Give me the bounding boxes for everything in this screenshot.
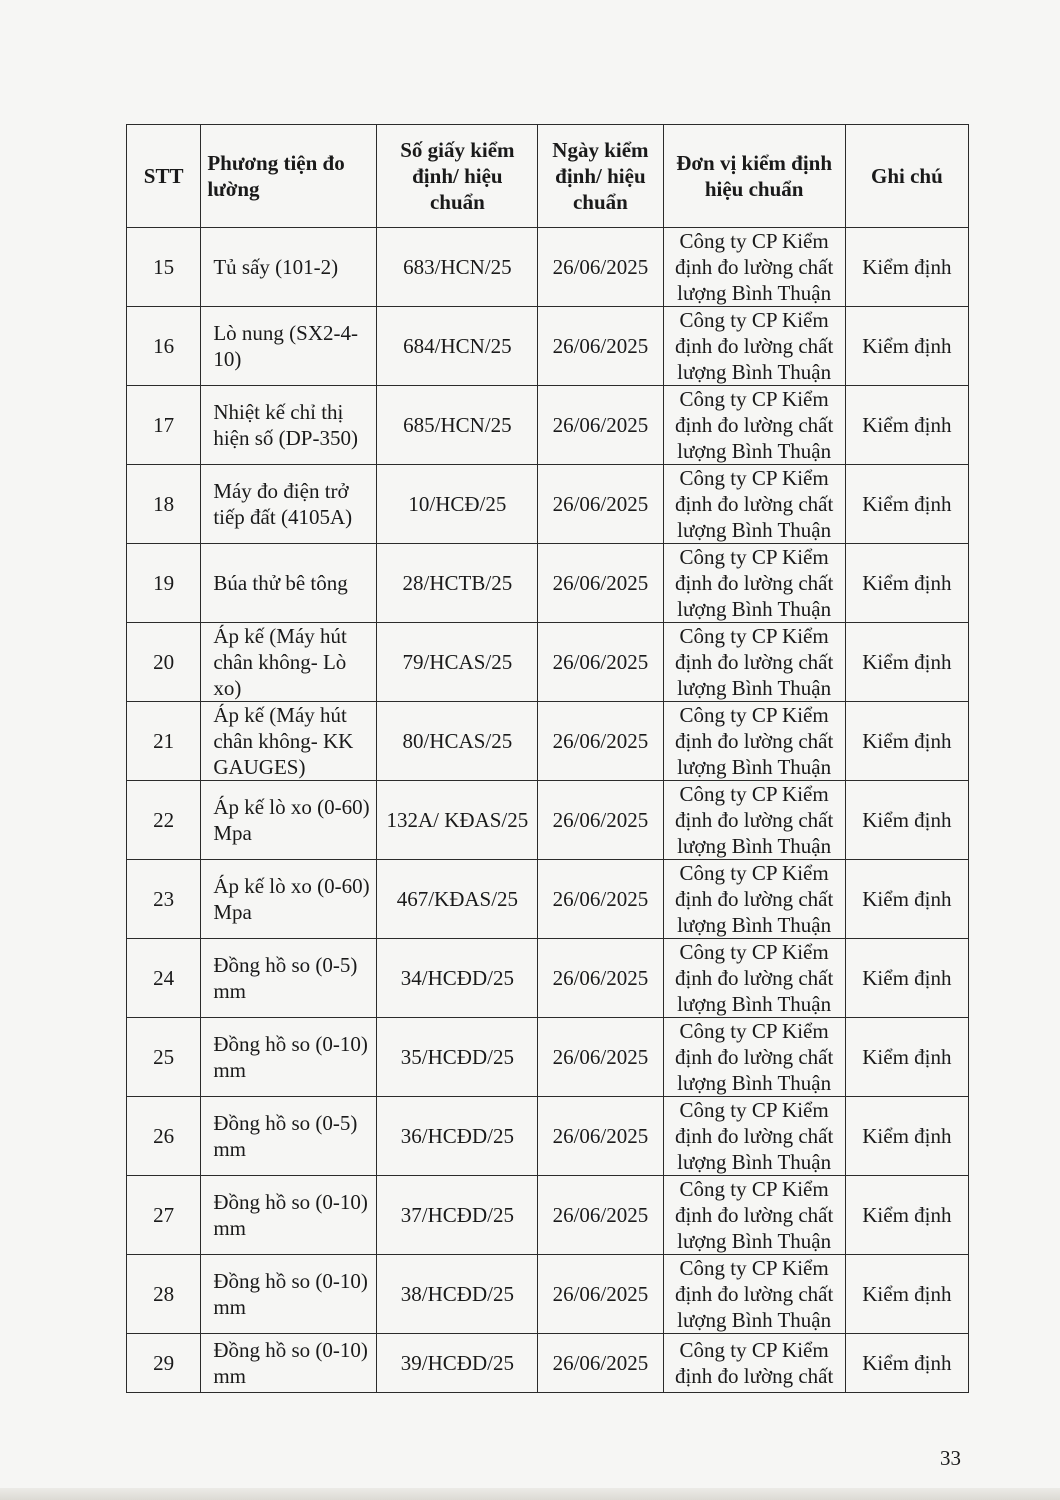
- cell-device: Đồng hồ so (0-10) mm: [201, 1176, 377, 1255]
- table-row: [127, 1018, 969, 1097]
- cell-org: Công ty CP Kiểm định đo lường chất lượng Bình Thuận: [663, 1097, 845, 1176]
- cell-org: Công ty CP Kiểm định đo lường chất lượng Bình Thuận: [663, 781, 845, 860]
- cell-date: 26/06/2025: [538, 1334, 663, 1393]
- cell-org: Công ty CP Kiểm định đo lường chất: [663, 1334, 845, 1393]
- cell-cert: 683/HCN/25: [377, 228, 538, 307]
- cell-stt: 27: [127, 1176, 201, 1255]
- cell-org: Công ty CP Kiểm định đo lường chất lượng Bình Thuận: [663, 465, 845, 544]
- header-stt: STT: [127, 125, 201, 228]
- cell-stt: 29: [127, 1334, 201, 1393]
- cell-stt: 21: [127, 702, 201, 781]
- cell-stt: 15: [127, 228, 201, 307]
- header-cert: Số giấy kiểm định/ hiệu chuẩn: [377, 125, 538, 228]
- scan-edge-divider: [0, 1488, 1060, 1500]
- table-row: [127, 386, 969, 465]
- cell-date: 26/06/2025: [538, 623, 663, 702]
- cell-note: Kiểm định: [845, 702, 968, 781]
- cell-org: Công ty CP Kiểm định đo lường chất lượng Bình Thuận: [663, 1018, 845, 1097]
- cell-note: Kiểm định: [845, 860, 968, 939]
- cell-org: Công ty CP Kiểm định đo lường chất lượng Bình Thuận: [663, 228, 845, 307]
- cell-stt: 19: [127, 544, 201, 623]
- cell-date: 26/06/2025: [538, 1176, 663, 1255]
- cell-note: Kiểm định: [845, 1255, 968, 1334]
- cell-device: Búa thử bê tông: [201, 544, 377, 623]
- cell-date: 26/06/2025: [538, 939, 663, 1018]
- table-row: [127, 623, 969, 702]
- cell-device: Đồng hồ so (0-5) mm: [201, 1097, 377, 1176]
- cell-device: Đồng hồ so (0-10) mm: [201, 1334, 377, 1393]
- header-device: Phương tiện đo lường: [201, 125, 377, 228]
- cell-note: Kiểm định: [845, 228, 968, 307]
- cell-stt: 17: [127, 386, 201, 465]
- cell-device: Lò nung (SX2-4-10): [201, 307, 377, 386]
- header-org: Đơn vị kiểm định hiệu chuẩn: [663, 125, 845, 228]
- cell-cert: 467/KĐAS/25: [377, 860, 538, 939]
- cell-note: Kiểm định: [845, 939, 968, 1018]
- cell-note: Kiểm định: [845, 544, 968, 623]
- cell-org: Công ty CP Kiểm định đo lường chất lượng Bình Thuận: [663, 939, 845, 1018]
- header-row: [127, 125, 969, 228]
- cell-device: Nhiệt kế chỉ thị hiện số (DP-350): [201, 386, 377, 465]
- cell-cert: 132A/ KĐAS/25: [377, 781, 538, 860]
- page-number: 33: [940, 1446, 961, 1470]
- cell-cert: 10/HCĐ/25: [377, 465, 538, 544]
- cell-stt: 22: [127, 781, 201, 860]
- cell-org: Công ty CP Kiểm định đo lường chất lượng Bình Thuận: [663, 1255, 845, 1334]
- cell-device: Đồng hồ so (0-10) mm: [201, 1255, 377, 1334]
- table-row: [127, 939, 969, 1018]
- cell-cert: 28/HCTB/25: [377, 544, 538, 623]
- cell-cert: 685/HCN/25: [377, 386, 538, 465]
- cell-org: Công ty CP Kiểm định đo lường chất lượng Bình Thuận: [663, 702, 845, 781]
- calibration-table: [126, 124, 969, 1393]
- cell-cert: 80/HCAS/25: [377, 702, 538, 781]
- cell-date: 26/06/2025: [538, 1018, 663, 1097]
- cell-date: 26/06/2025: [538, 386, 663, 465]
- cell-note: Kiểm định: [845, 1097, 968, 1176]
- cell-org: Công ty CP Kiểm định đo lường chất lượng Bình Thuận: [663, 1176, 845, 1255]
- cell-date: 26/06/2025: [538, 228, 663, 307]
- cell-date: 26/06/2025: [538, 781, 663, 860]
- table-header: [127, 125, 969, 228]
- header-date: Ngày kiểm định/ hiệu chuẩn: [538, 125, 663, 228]
- header-note: Ghi chú: [845, 125, 968, 228]
- cell-device: Áp kế lò xo (0-60) Mpa: [201, 781, 377, 860]
- table-row: [127, 544, 969, 623]
- cell-cert: 35/HCĐD/25: [377, 1018, 538, 1097]
- cell-note: Kiểm định: [845, 465, 968, 544]
- cell-device: Đồng hồ so (0-10) mm: [201, 1018, 377, 1097]
- cell-date: 26/06/2025: [538, 544, 663, 623]
- cell-stt: 25: [127, 1018, 201, 1097]
- cell-date: 26/06/2025: [538, 307, 663, 386]
- cell-stt: 24: [127, 939, 201, 1018]
- table-body: [127, 228, 969, 1393]
- cell-stt: 26: [127, 1097, 201, 1176]
- cell-cert: 34/HCĐD/25: [377, 939, 538, 1018]
- cell-stt: 16: [127, 307, 201, 386]
- cell-org: Công ty CP Kiểm định đo lường chất lượng Bình Thuận: [663, 623, 845, 702]
- cell-device: Áp kế (Máy hút chân không- Lò xo): [201, 623, 377, 702]
- cell-note: Kiểm định: [845, 781, 968, 860]
- cell-date: 26/06/2025: [538, 465, 663, 544]
- table-row: [127, 860, 969, 939]
- table-row: [127, 228, 969, 307]
- table-row: [127, 465, 969, 544]
- cell-stt: 23: [127, 860, 201, 939]
- cell-org: Công ty CP Kiểm định đo lường chất lượng Bình Thuận: [663, 860, 845, 939]
- cell-stt: 20: [127, 623, 201, 702]
- cell-device: Đồng hồ so (0-5) mm: [201, 939, 377, 1018]
- table-row: [127, 307, 969, 386]
- cell-org: Công ty CP Kiểm định đo lường chất lượng Bình Thuận: [663, 307, 845, 386]
- cell-stt: 18: [127, 465, 201, 544]
- table-row: [127, 1334, 969, 1393]
- cell-note: Kiểm định: [845, 307, 968, 386]
- cell-device: Tủ sấy (101-2): [201, 228, 377, 307]
- cell-date: 26/06/2025: [538, 1097, 663, 1176]
- cell-note: Kiểm định: [845, 1176, 968, 1255]
- cell-device: Áp kế (Máy hút chân không- KK GAUGES): [201, 702, 377, 781]
- cell-note: Kiểm định: [845, 623, 968, 702]
- table-row: [127, 1255, 969, 1334]
- cell-stt: 28: [127, 1255, 201, 1334]
- cell-device: Máy đo điện trở tiếp đất (4105A): [201, 465, 377, 544]
- cell-cert: 39/HCĐD/25: [377, 1334, 538, 1393]
- cell-date: 26/06/2025: [538, 860, 663, 939]
- cell-note: Kiểm định: [845, 1334, 968, 1393]
- cell-cert: 79/HCAS/25: [377, 623, 538, 702]
- cell-org: Công ty CP Kiểm định đo lường chất lượng Bình Thuận: [663, 544, 845, 623]
- cell-cert: 36/HCĐD/25: [377, 1097, 538, 1176]
- cell-note: Kiểm định: [845, 386, 968, 465]
- table-row: [127, 1176, 969, 1255]
- table-row: [127, 781, 969, 860]
- cell-date: 26/06/2025: [538, 702, 663, 781]
- table-row: [127, 702, 969, 781]
- cell-cert: 37/HCĐD/25: [377, 1176, 538, 1255]
- cell-note: Kiểm định: [845, 1018, 968, 1097]
- table-row: [127, 1097, 969, 1176]
- cell-cert: 684/HCN/25: [377, 307, 538, 386]
- cell-cert: 38/HCĐD/25: [377, 1255, 538, 1334]
- cell-device: Áp kế lò xo (0-60) Mpa: [201, 860, 377, 939]
- cell-date: 26/06/2025: [538, 1255, 663, 1334]
- cell-org: Công ty CP Kiểm định đo lường chất lượng Bình Thuận: [663, 386, 845, 465]
